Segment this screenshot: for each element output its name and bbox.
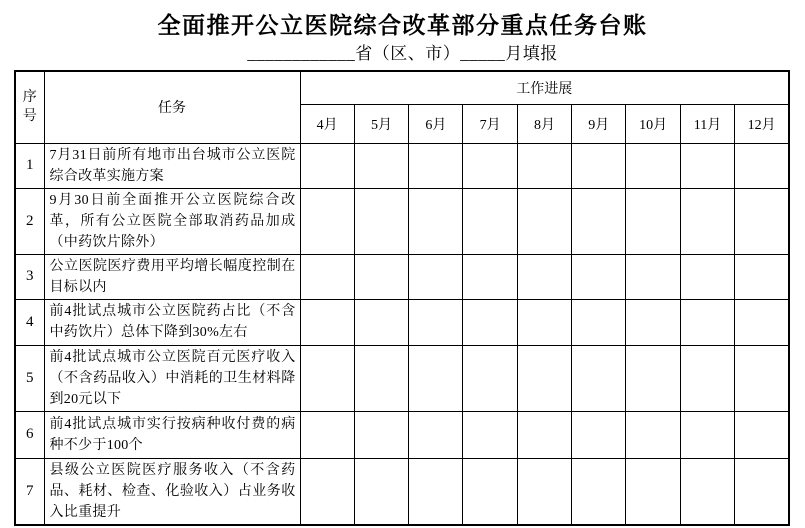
row-number-cell: 3: [15, 254, 44, 299]
row-number-cell: 5: [15, 345, 44, 411]
progress-cell: [517, 188, 571, 254]
progress-cell: [354, 411, 408, 458]
task-cell: 公立医院医疗费用平均增长幅度控制在目标以内: [44, 254, 300, 299]
progress-cell: [572, 254, 626, 299]
month-header-aug: 8月: [517, 104, 571, 143]
progress-cell: [680, 143, 734, 188]
row-number-cell: 6: [15, 411, 44, 458]
month-header-jun: 6月: [409, 104, 463, 143]
month-header-apr: 4月: [300, 104, 354, 143]
progress-cell: [626, 299, 680, 345]
progress-cell: [680, 254, 734, 299]
task-ledger-table: [14, 70, 790, 526]
progress-cell: [300, 254, 354, 299]
task-row: [15, 254, 789, 299]
progress-cell: [409, 411, 463, 458]
progress-cell: [572, 299, 626, 345]
progress-cell: [463, 299, 517, 345]
task-row: [15, 143, 789, 188]
row-number-cell: 1: [15, 143, 44, 188]
progress-cell: [354, 345, 408, 411]
task-row: [15, 411, 789, 458]
progress-cell: [300, 345, 354, 411]
progress-cell: [463, 143, 517, 188]
progress-cell: [463, 458, 517, 525]
progress-cell: [300, 143, 354, 188]
index-header-line2: 号: [22, 109, 37, 125]
progress-cell: [735, 345, 789, 411]
month-header-jul: 7月: [463, 104, 517, 143]
progress-cell: [354, 254, 408, 299]
progress-cell: [680, 411, 734, 458]
progress-cell: [354, 458, 408, 525]
progress-cell: [409, 458, 463, 525]
task-cell: 前4批试点城市公立医院百元医疗收入（不含药品收入）中消耗的卫生材料降到20元以下: [44, 345, 300, 411]
task-row: [15, 299, 789, 345]
progress-cell: [626, 188, 680, 254]
progress-cell: [572, 345, 626, 411]
progress-cell: [735, 188, 789, 254]
task-column-header: 任务: [44, 71, 300, 143]
progress-cell: [735, 411, 789, 458]
progress-cell: [300, 299, 354, 345]
progress-cell: [735, 143, 789, 188]
month-header-may: 5月: [354, 104, 408, 143]
progress-cell: [517, 254, 571, 299]
progress-cell: [680, 345, 734, 411]
progress-cell: [463, 254, 517, 299]
progress-cell: [626, 458, 680, 525]
progress-cell: [300, 188, 354, 254]
progress-cell: [517, 458, 571, 525]
progress-cell: [300, 411, 354, 458]
progress-cell: [517, 345, 571, 411]
progress-cell: [517, 411, 571, 458]
task-cell: 7月31日前所有地市出台城市公立医院综合改革实施方案: [44, 143, 300, 188]
progress-cell: [680, 299, 734, 345]
month-header-oct: 10月: [626, 104, 680, 143]
document-title: 全面推开公立医院综合改革部分重点任务台账: [157, 13, 648, 38]
progress-cell: [463, 188, 517, 254]
task-row: [15, 345, 789, 411]
index-column-header: [15, 71, 44, 143]
task-cell: 9月30日前全面推开公立医院综合改革，所有公立医院全部取消药品加成（中药饮片除外）: [44, 188, 300, 254]
row-number-cell: 7: [15, 458, 44, 525]
progress-cell: [626, 411, 680, 458]
progress-cell: [463, 411, 517, 458]
task-row: [15, 458, 789, 525]
progress-cell: [680, 458, 734, 525]
progress-cell: [517, 143, 571, 188]
progress-cell: [735, 254, 789, 299]
progress-cell: [354, 299, 408, 345]
progress-cell: [463, 345, 517, 411]
progress-cell: [572, 188, 626, 254]
progress-cell: [626, 143, 680, 188]
progress-cell: [572, 143, 626, 188]
progress-cell: [735, 299, 789, 345]
progress-cell: [572, 411, 626, 458]
row-number-cell: 2: [15, 188, 44, 254]
progress-cell: [626, 345, 680, 411]
progress-cell: [354, 143, 408, 188]
month-header-dec: 12月: [735, 104, 789, 143]
progress-cell: [409, 299, 463, 345]
task-cell: 前4批试点城市公立医院药占比（不含中药饮片）总体下降到30%左右: [44, 299, 300, 345]
task-cell: 前4批试点城市实行按病种收付费的病种不少于100个: [44, 411, 300, 458]
progress-cell: [409, 188, 463, 254]
progress-cell: [409, 143, 463, 188]
progress-group-header: 工作进展: [300, 71, 789, 104]
row-number-cell: 4: [15, 299, 44, 345]
progress-cell: [354, 188, 408, 254]
report-blank-line: ____________省（区、市）_____月填报: [247, 44, 558, 63]
task-row: [15, 188, 789, 254]
progress-cell: [409, 254, 463, 299]
header-row-top: [15, 71, 789, 104]
progress-cell: [300, 458, 354, 525]
progress-cell: [517, 299, 571, 345]
progress-cell: [735, 458, 789, 525]
progress-cell: [572, 458, 626, 525]
month-header-sep: 9月: [572, 104, 626, 143]
progress-cell: [680, 188, 734, 254]
progress-cell: [409, 345, 463, 411]
month-header-nov: 11月: [680, 104, 734, 143]
index-header-line1: 序: [22, 90, 37, 106]
progress-cell: [626, 254, 680, 299]
task-cell: 县级公立医院医疗服务收入（不含药品、耗材、检查、化验收入）占业务收入比重提升: [44, 458, 300, 525]
